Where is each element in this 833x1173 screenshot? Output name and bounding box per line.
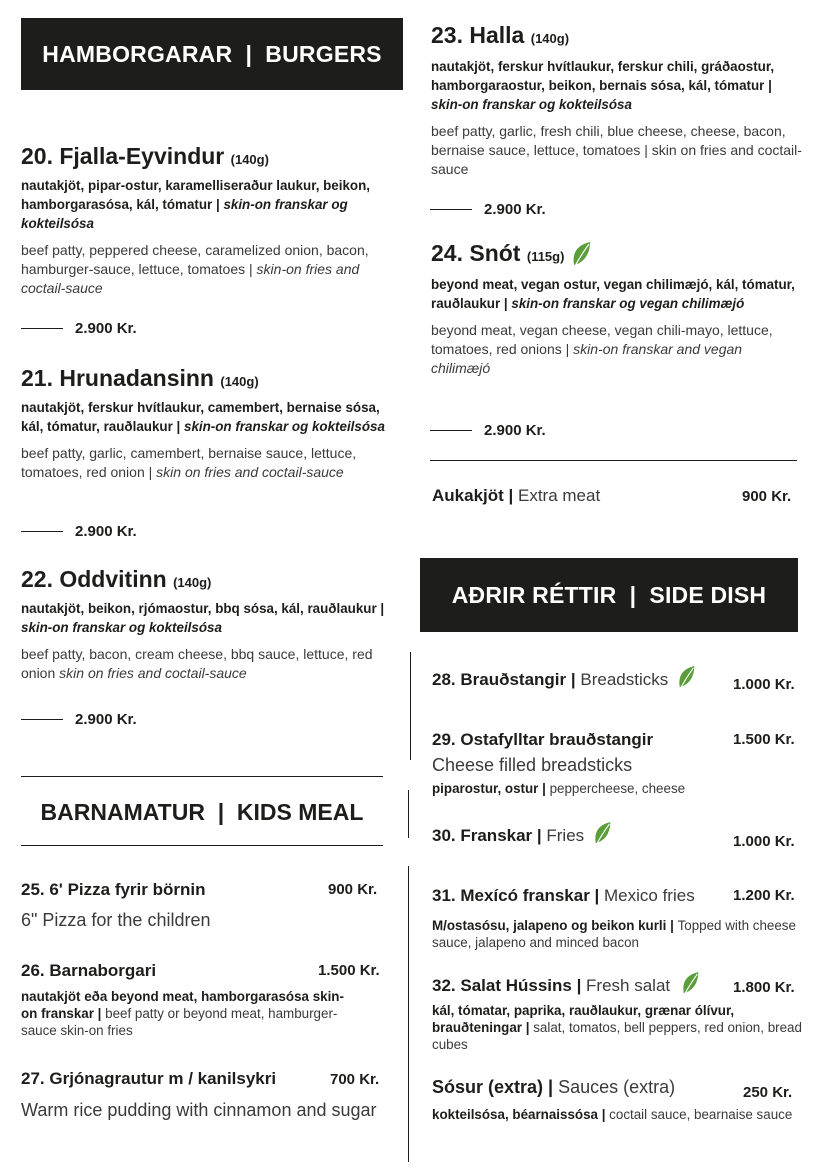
item-price: 1.500 Kr. xyxy=(733,731,795,748)
side-item-title: 31. Mexícó franskar | Mexico fries xyxy=(432,886,695,905)
menu-item xyxy=(21,365,391,482)
item-title: 21. Hrunadansinn (140g) xyxy=(21,365,259,391)
menu-item xyxy=(431,22,806,179)
item-desc-is: nautakjöt, pipar-ostur, karamelliseraður laukur, beikon, hamborgarasósa, kál, tómatur | skin-on franskar og kokteilsósa xyxy=(21,178,371,231)
menu-item xyxy=(21,566,391,683)
price-divider xyxy=(21,328,63,329)
side-item-title: 32. Salat Hússins | Fresh salat xyxy=(432,976,701,997)
extra-meat: Aukakjöt | Extra meat xyxy=(432,486,601,505)
item-desc: nautakjöt eða beyond meat, hamborgarasósa skin-on franskar | beef patty or beyond meat, hamburger-sauce skin-on fries xyxy=(21,989,344,1038)
item-desc-is: nautakjöt, ferskur hvítlaukur, ferskur chili, gráðaostur, hamborgaraostur, beikon, bernais sósa, kál, tómatur | skin-on franskar og kokteilsósa xyxy=(431,59,775,112)
item-price: 250 Kr. xyxy=(743,1084,793,1101)
vegan-leaf-icon xyxy=(571,241,593,269)
item-price: 1.000 Kr. xyxy=(733,676,795,693)
item-desc-en: beef patty, garlic, fresh chili, blue cheese, cheese, bacon, bernaise sauce, lettuce, tomatoes | skin on fries and coctail-sauce xyxy=(431,123,802,177)
price-divider xyxy=(21,531,63,532)
divider xyxy=(21,845,383,846)
section-title: HAMBORGARAR | BURGERS xyxy=(42,40,382,67)
item-desc-en: beef patty, peppered cheese, caramelized onion, bacon, hamburger-sauce, lettuce, tomatoes | skin-on fries and coctail-sauce xyxy=(21,242,369,296)
item-desc: piparostur, ostur | peppercheese, cheese xyxy=(432,781,686,796)
vegan-leaf-icon xyxy=(681,971,701,997)
item-desc-en: beyond meat, vegan cheese, vegan chili-mayo, lettuce, tomatoes, red onions | skin-on franskar and vegan chilimæjó xyxy=(431,321,773,376)
item-desc-en: Warm rice pudding with cinnamon and sugar xyxy=(21,1100,377,1120)
divider xyxy=(21,776,383,777)
burgers-banner xyxy=(21,18,403,90)
item-title: 23. Halla (140g) xyxy=(431,22,570,48)
item-price: 1.800 Kr. xyxy=(733,979,795,996)
item-title: 22. Oddvitinn (140g) xyxy=(21,566,212,592)
menu-item xyxy=(21,143,391,298)
extra-meat-price: 900 Kr. xyxy=(742,488,792,505)
item-price: 1.500 Kr. xyxy=(318,962,380,979)
side-item-title: 30. Franskar | Fries xyxy=(432,826,613,847)
side-item-title: Sósur (extra) | Sauces (extra) xyxy=(432,1077,676,1097)
item-desc-is: nautakjöt, beikon, rjómaostur, bbq sósa, kál, rauðlaukur | skin-on franskar og kokteilsósa xyxy=(21,601,385,635)
item-desc-en: beef patty, bacon, cream cheese, bbq sauce, lettuce, red onion skin on fries and coctail-sauce xyxy=(21,646,373,681)
vegan-leaf-icon xyxy=(677,665,697,691)
item-price: 1.200 Kr. xyxy=(733,887,795,904)
item-price: 900 Kr. xyxy=(328,881,378,898)
section-title: AÐRIR RÉTTIR | SIDE DISH xyxy=(451,581,767,608)
item-title: 24. Snót (115g) xyxy=(431,240,803,269)
item-desc-en: 6" Pizza for the children xyxy=(21,910,211,930)
price-divider xyxy=(430,430,472,431)
item-price: 2.900 Kr. xyxy=(484,422,546,439)
item-desc-is: beyond meat, vegan ostur, vegan chilimæjó, kál, tómatur, rauðlaukur | skin-on franskar og vegan chilimæjó xyxy=(431,276,795,311)
menu-item xyxy=(431,240,803,378)
side-item-title: 28. Brauðstangir | Breadsticks xyxy=(432,670,697,691)
item-price: 2.900 Kr. xyxy=(75,320,137,337)
item-price: 2.900 Kr. xyxy=(75,523,137,540)
kids-section-title: BARNAMATUR | KIDS MEAL xyxy=(40,799,364,825)
item-title: 20. Fjalla-Eyvindur (140g) xyxy=(21,143,269,169)
side-dish-banner xyxy=(420,558,798,632)
item-price: 1.000 Kr. xyxy=(733,833,795,850)
item-price: 2.900 Kr. xyxy=(75,711,137,728)
item-desc: kokteilsósa, béarnaissósa | coctail sauce, bearnaise sauce xyxy=(432,1107,793,1122)
item-desc-en: Cheese filled breadsticks xyxy=(432,755,633,775)
item-title: 27. Grjónagrautur m / kanilsykri xyxy=(21,1069,277,1088)
item-price: 700 Kr. xyxy=(330,1071,380,1088)
column-divider xyxy=(408,866,409,1162)
vegan-leaf-icon xyxy=(593,821,613,847)
divider xyxy=(430,460,797,461)
column-divider xyxy=(408,790,409,838)
price-divider xyxy=(430,209,472,210)
item-desc: kál, tómatar, paprika, rauðlaukur, grænar ólívur, brauðteningar | salat, tomatos, bell peppers, red onion, bread cubes xyxy=(432,1003,802,1052)
side-item-title: 29. Ostafylltar brauðstangir xyxy=(432,730,654,749)
price-divider xyxy=(21,719,63,720)
item-title: 25. 6' Pizza fyrir börnin xyxy=(21,880,206,899)
item-title: 26. Barnaborgari xyxy=(21,961,157,980)
item-desc: M/ostasósu, jalapeno og beikon kurli | Topped with cheese sauce, jalapeno and minced bacon xyxy=(432,918,796,950)
column-divider xyxy=(410,652,411,760)
item-desc-is: nautakjöt, ferskur hvítlaukur, camembert, bernaise sósa, kál, tómatur, rauðlaukur | skin-on franskar og kokteilsósa xyxy=(21,400,385,434)
item-desc-en: beef patty, garlic, camembert, bernaise sauce, lettuce, tomatoes, red onion | skin on fries and coctail-sauce xyxy=(21,445,357,480)
item-price: 2.900 Kr. xyxy=(484,201,546,218)
